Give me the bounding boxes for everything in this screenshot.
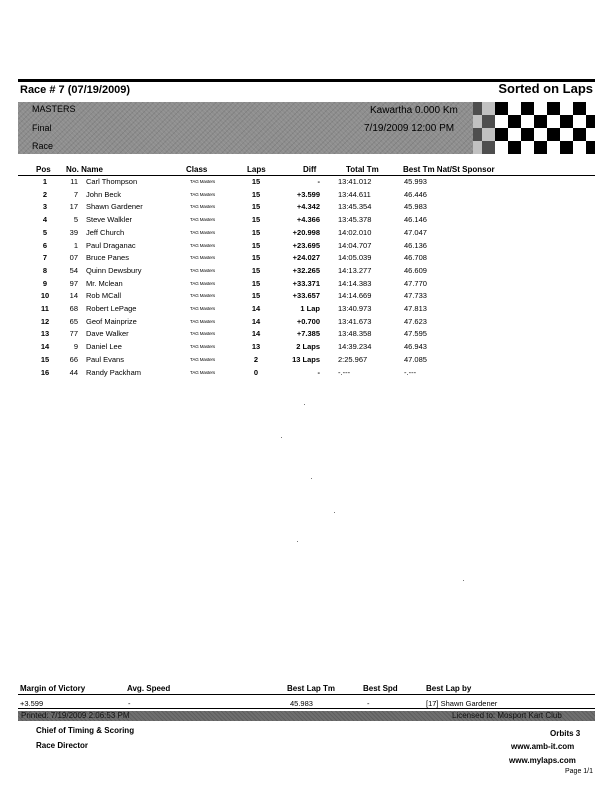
- kart-number: 77: [69, 329, 78, 339]
- kart-number: 07: [69, 253, 78, 263]
- laps: 14: [251, 329, 261, 339]
- diff: 13 Laps: [292, 354, 320, 364]
- session-name: Final: [32, 123, 52, 133]
- laps: 14: [251, 316, 261, 326]
- track-name: Kawartha 0.000 Km: [370, 105, 458, 116]
- best-time: 47.733: [404, 291, 427, 301]
- best-time: 46.146: [404, 215, 427, 225]
- table-row: [0, 329, 611, 342]
- header-rule: [18, 175, 595, 176]
- best-time: 46.708: [404, 253, 427, 263]
- scan-speck: [311, 478, 312, 479]
- col-total: Total Tm: [346, 165, 379, 174]
- total-time: 14:14.383: [338, 278, 372, 288]
- checker-square: [521, 102, 534, 115]
- laps: 2: [253, 354, 259, 364]
- total-time: 13:40.973: [338, 304, 372, 313]
- class: TAG Masters: [190, 344, 216, 350]
- table-row: [0, 368, 611, 381]
- diff: +33.371: [292, 278, 320, 288]
- footer-rule-2: [18, 708, 595, 709]
- driver-name: Bruce Panes: [86, 253, 129, 263]
- class-name: MASTERS: [32, 104, 76, 114]
- checker-square: [560, 141, 573, 154]
- total-time: 14:14.669: [338, 291, 372, 301]
- laps: 15: [251, 202, 261, 212]
- checker-square: [560, 115, 573, 128]
- license-text: Licensed to: Mosport Kart Club: [452, 711, 562, 720]
- sorted-label: Sorted on Laps: [498, 81, 593, 96]
- driver-name: Jeff Church: [86, 227, 125, 237]
- kart-number: 9: [73, 342, 78, 352]
- checker-square: [521, 115, 534, 128]
- total-time: 13:45.378: [338, 215, 372, 225]
- pos: 2: [42, 189, 48, 199]
- pos: 16: [40, 367, 50, 377]
- total-time: 13:41.673: [338, 316, 372, 326]
- class: TAG Masters: [190, 356, 216, 362]
- table-row: [0, 266, 611, 279]
- class: TAG Masters: [190, 191, 216, 197]
- driver-name: Daniel Lee: [86, 342, 122, 352]
- total-time: 14:02.010: [338, 227, 372, 237]
- diff: +24.027: [292, 253, 320, 263]
- total-time: 2:25.967: [338, 354, 368, 364]
- laps: 15: [251, 240, 261, 250]
- class: TAG Masters: [190, 280, 216, 286]
- driver-name: Shawn Gardener: [86, 202, 143, 212]
- table-row: [0, 291, 611, 304]
- race-director: Race Director: [36, 741, 89, 750]
- checker-square: [495, 115, 508, 128]
- checker-square: [534, 128, 547, 141]
- class: TAG Masters: [190, 255, 216, 261]
- checker-square: [534, 141, 547, 154]
- class: TAG Masters: [190, 293, 216, 299]
- scan-speck: [304, 404, 305, 405]
- pos: 6: [42, 240, 48, 250]
- checker-square: [508, 141, 521, 154]
- event-banner: [18, 102, 595, 154]
- kart-number: 44: [69, 367, 78, 377]
- table-row: [0, 279, 611, 292]
- laps: 13: [251, 342, 261, 352]
- kart-number: 1: [73, 240, 78, 250]
- amb-link[interactable]: www.amb-it.com: [511, 742, 575, 751]
- footer-rule: [18, 694, 595, 695]
- best-time: 46.943: [404, 342, 427, 352]
- best-time: 47.085: [404, 354, 427, 364]
- checker-square: [560, 128, 573, 141]
- driver-name: Paul Draganac: [86, 240, 136, 250]
- diff: +20.998: [292, 227, 320, 237]
- table-row: [0, 215, 611, 228]
- diff: +3.599: [296, 189, 320, 199]
- diff: 2 Laps: [296, 342, 320, 352]
- chief-of-timing: Chief of Timing & Scoring: [36, 726, 135, 735]
- checker-square: [521, 128, 534, 141]
- table-row: [0, 317, 611, 330]
- kart-number: 17: [69, 202, 78, 212]
- best-time: 47.770: [404, 278, 427, 288]
- diff: -: [317, 367, 320, 377]
- total-time: 14:05.039: [338, 253, 372, 263]
- class: TAG Masters: [190, 306, 216, 311]
- kart-number: 68: [69, 304, 78, 313]
- col-best: Best Tm Nat/St Sponsor: [403, 165, 495, 174]
- checker-square: [573, 141, 586, 154]
- scan-speck: [463, 580, 464, 581]
- total-time: 14:13.277: [338, 265, 372, 275]
- col-laps: Laps: [247, 165, 266, 174]
- col-pos: Pos: [36, 165, 51, 174]
- col-class: Class: [186, 165, 208, 174]
- class: TAG Masters: [190, 179, 216, 184]
- laps: 15: [251, 291, 261, 301]
- col-no-name: No. Name: [66, 165, 103, 174]
- table-row: [0, 355, 611, 368]
- pos: 11: [41, 304, 49, 313]
- kart-number: 7: [73, 189, 78, 199]
- checker-square: [547, 128, 560, 141]
- best-time: 45.993: [404, 177, 427, 186]
- total-time: -.---: [338, 367, 351, 377]
- class: TAG Masters: [190, 242, 216, 248]
- driver-name: Carl Thompson: [86, 177, 138, 186]
- table-row: [0, 228, 611, 241]
- driver-name: Robert LePage: [86, 304, 137, 313]
- kart-number: 14: [69, 291, 78, 301]
- kart-number: 11: [70, 177, 78, 186]
- best-time: 46.609: [404, 265, 427, 275]
- diff: 1 Lap: [300, 304, 320, 313]
- class: TAG Masters: [190, 204, 216, 210]
- total-time: 13:41.012: [338, 177, 372, 186]
- checker-square: [573, 128, 586, 141]
- driver-name: Dave Walker: [86, 329, 129, 339]
- best-spd-value: -: [367, 699, 370, 708]
- best-time: 47.813: [404, 304, 427, 313]
- table-row: [0, 304, 611, 317]
- pos: 10: [40, 291, 50, 301]
- scan-speck: [334, 512, 335, 513]
- pos: 9: [42, 278, 48, 288]
- diff: -: [317, 177, 320, 186]
- pos: 5: [42, 227, 48, 237]
- pos: 4: [42, 215, 48, 225]
- driver-name: Mr. Mclean: [86, 278, 123, 288]
- kart-number: 65: [69, 316, 78, 326]
- best-lap-tm-value: 45.983: [290, 699, 313, 708]
- best-lap-by-value: [17] Shawn Gardener: [426, 699, 498, 708]
- driver-name: Geof Mainprize: [86, 316, 137, 326]
- best-time: -.---: [404, 367, 417, 377]
- kart-number: 54: [69, 265, 78, 275]
- diff: +7.385: [296, 329, 320, 339]
- best-time: 47.623: [404, 316, 427, 326]
- driver-name: Steve Walkler: [86, 215, 132, 225]
- margin-label: Margin of Victory: [20, 684, 86, 693]
- race-datetime: 7/19/2009 12:00 PM: [364, 123, 455, 134]
- diff: +23.695: [292, 240, 320, 250]
- best-time: 47.595: [404, 329, 427, 339]
- driver-name: Quinn Dewsbury: [86, 265, 142, 275]
- pos: 7: [42, 253, 48, 263]
- checker-square: [586, 102, 595, 115]
- diff: +0.700: [296, 316, 320, 326]
- laps: 15: [251, 278, 261, 288]
- checker-square: [547, 141, 560, 154]
- class: TAG Masters: [190, 229, 216, 235]
- col-diff: Diff: [303, 165, 317, 174]
- checker-square: [547, 102, 560, 115]
- best-spd-label: Best Spd: [363, 684, 398, 693]
- checker-square: [495, 128, 508, 141]
- pos: 15: [40, 354, 50, 364]
- checker-square: [508, 128, 521, 141]
- checker-square: [521, 141, 534, 154]
- diff: +4.366: [296, 215, 320, 225]
- table-row: [0, 202, 611, 215]
- laps: 14: [251, 304, 261, 313]
- best-lap-tm-label: Best Lap Tm: [287, 684, 336, 693]
- laps: 0: [253, 367, 259, 377]
- checker-square: [508, 115, 521, 128]
- total-time: 14:04.707: [338, 240, 372, 250]
- checker-square: [560, 102, 573, 115]
- pos: 13: [40, 329, 50, 339]
- best-time: 46.136: [404, 240, 427, 250]
- kart-number: 5: [73, 215, 78, 225]
- best-time: 45.983: [404, 202, 427, 212]
- checkered-flag-icon: [473, 102, 595, 154]
- pos: 1: [42, 177, 48, 186]
- pos: 3: [42, 202, 48, 212]
- class: TAG Masters: [190, 369, 216, 375]
- diff: +33.657: [292, 291, 320, 301]
- avg-speed-value: -: [128, 699, 131, 708]
- driver-name: Rob MCall: [86, 291, 122, 301]
- table-row: [0, 177, 611, 190]
- laps: 15: [251, 253, 261, 263]
- checker-square: [573, 102, 586, 115]
- laps: 15: [251, 265, 261, 275]
- mylaps-link[interactable]: www.mylaps.com: [509, 756, 576, 765]
- scan-speck: [297, 541, 298, 542]
- kart-number: 39: [69, 227, 78, 237]
- race-title: Race # 7 (07/19/2009): [20, 84, 131, 96]
- checker-fade: [473, 102, 495, 154]
- diff: +4.342: [296, 202, 320, 212]
- checker-square: [508, 102, 521, 115]
- checker-square: [534, 102, 547, 115]
- checker-square: [586, 141, 595, 154]
- class: TAG Masters: [190, 331, 216, 337]
- laps: 15: [251, 189, 261, 199]
- class: TAG Masters: [190, 318, 216, 324]
- laps: 15: [251, 215, 261, 225]
- margin-value: +3.599: [20, 699, 44, 708]
- table-row: [0, 253, 611, 266]
- checker-square: [547, 115, 560, 128]
- best-time: 47.047: [404, 227, 427, 237]
- diff: +32.265: [292, 265, 320, 275]
- laps: 15: [251, 227, 261, 237]
- scan-speck: [281, 437, 282, 438]
- kart-number: 97: [69, 278, 78, 288]
- driver-name: Paul Evans: [86, 354, 124, 364]
- kart-number: 66: [69, 354, 78, 364]
- laps: 15: [251, 177, 261, 186]
- class: TAG Masters: [190, 217, 216, 223]
- page-number: Page 1/1: [565, 768, 594, 775]
- class: TAG Masters: [190, 267, 216, 273]
- pos: 14: [40, 342, 50, 352]
- checker-square: [586, 128, 595, 141]
- driver-name: Randy Packham: [86, 367, 142, 377]
- table-row: [0, 241, 611, 254]
- checker-square: [534, 115, 547, 128]
- checker-square: [586, 115, 595, 128]
- printed-timestamp: Printed: 7/19/2009 2:06:53 PM: [21, 711, 130, 720]
- pos: 8: [42, 265, 48, 275]
- total-time: 14:39.234: [338, 342, 372, 352]
- total-time: 13:45.354: [338, 202, 372, 212]
- total-time: 13:44.611: [338, 189, 371, 199]
- checker-square: [495, 141, 508, 154]
- pos: 12: [40, 316, 50, 326]
- best-time: 46.446: [404, 189, 427, 199]
- orbits-version: Orbits 3: [550, 729, 581, 738]
- session-type: Race: [32, 141, 54, 151]
- table-row: [0, 342, 611, 355]
- best-lap-by-label: Best Lap by: [426, 684, 472, 693]
- avg-speed-label: Avg. Speed: [127, 684, 171, 693]
- checker-square: [573, 115, 586, 128]
- driver-name: John Beck: [86, 189, 122, 199]
- table-row: [0, 190, 611, 203]
- checker-square: [495, 102, 508, 115]
- total-time: 13:48.358: [338, 329, 372, 339]
